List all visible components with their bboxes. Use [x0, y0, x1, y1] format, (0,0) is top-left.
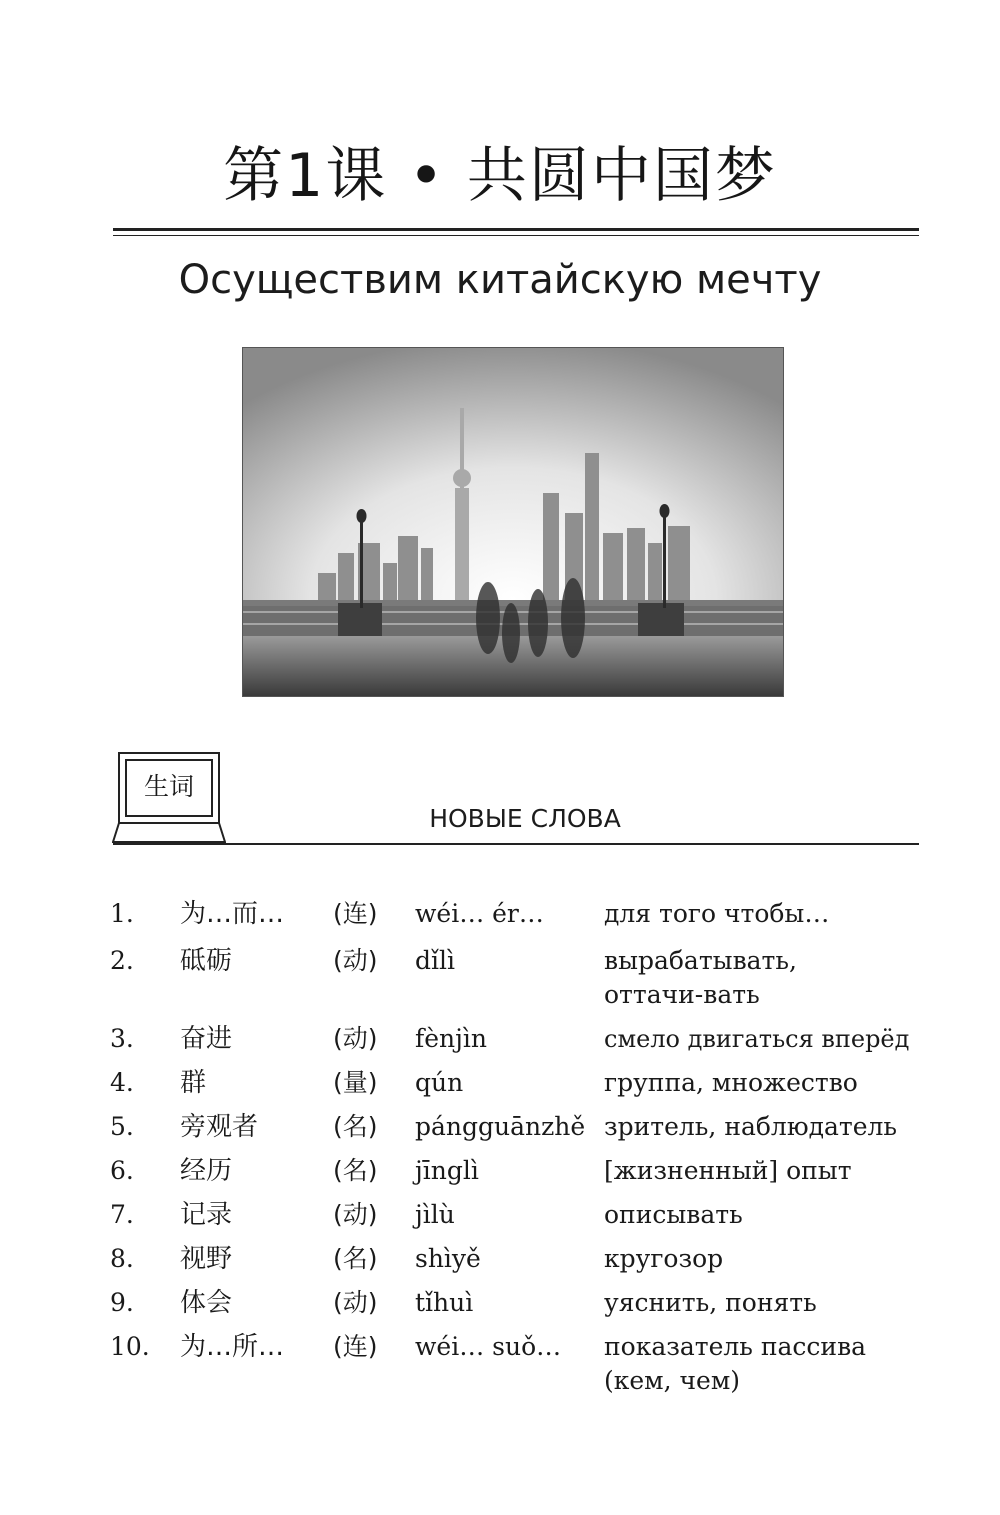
item-pos: (动) [333, 946, 378, 975]
item-pos: (动) [333, 1288, 378, 1317]
item-number: 1. [110, 899, 134, 928]
item-word: 奋进 [180, 1024, 233, 1054]
list-item [0, 1154, 1000, 1198]
item-pinyin: jìlù [415, 1200, 455, 1229]
item-word: 群 [180, 1068, 207, 1098]
item-number: 9. [110, 1288, 134, 1317]
item-pos: (动) [333, 1200, 378, 1229]
item-number: 2. [110, 946, 134, 975]
item-translation: уяснить, понять [604, 1288, 817, 1317]
item-translation: зритель, наблюдатель [604, 1112, 897, 1141]
item-number: 7. [110, 1200, 134, 1229]
item-pos: (名) [333, 1244, 378, 1273]
section-icon-label: 生词 [143, 772, 194, 801]
title-rule-top [113, 228, 919, 231]
item-translation: смело двигаться вперёд [604, 1025, 910, 1053]
item-word: 记录 [180, 1200, 233, 1230]
item-number: 4. [110, 1068, 134, 1097]
item-word: 旁观者 [180, 1112, 259, 1142]
item-word: 砥砺 [180, 946, 233, 976]
item-pos: (动) [333, 1024, 378, 1053]
item-translation: группа, множество [604, 1068, 858, 1097]
list-item [0, 1330, 1000, 1408]
item-pinyin: wéi… suǒ… [415, 1332, 562, 1361]
item-number: 8. [110, 1244, 134, 1273]
item-word: 经历 [180, 1156, 233, 1186]
title-rule-bottom [113, 235, 919, 236]
list-item [0, 1242, 1000, 1286]
item-number: 5. [110, 1112, 134, 1141]
item-pinyin: dǐlì [415, 946, 455, 975]
item-pos: (连) [333, 899, 378, 928]
shanghai-skyline-photo [242, 347, 784, 697]
item-pos: (名) [333, 1156, 378, 1185]
list-item [0, 897, 1000, 944]
lesson-subtitle: Осуществим китайскую мечту [178, 257, 822, 303]
item-translation: кругозор [604, 1244, 724, 1273]
section-rule [113, 843, 919, 845]
item-pinyin: qún [415, 1068, 464, 1097]
item-word: 为…所… [180, 1332, 285, 1362]
item-pinyin: tǐhuì [415, 1288, 474, 1317]
item-word: 体会 [180, 1288, 233, 1318]
item-pinyin: shìyě [415, 1244, 481, 1273]
item-pinyin: pángguānzhě [415, 1112, 586, 1141]
lesson-title: 第1课 • 共圆中国梦 [223, 141, 777, 211]
item-pinyin: jīnglì [415, 1156, 479, 1185]
list-item [0, 1066, 1000, 1110]
list-item [0, 1022, 1000, 1066]
list-item [0, 944, 1000, 1022]
item-translation: вырабатывать, оттачи-вать [604, 946, 797, 1009]
item-translation: описывать [604, 1200, 743, 1229]
item-word: 视野 [180, 1244, 233, 1274]
section-heading: НОВЫЕ СЛОВА [429, 804, 621, 833]
item-translation: [жизненный] опыт [604, 1156, 852, 1185]
vocabulary-list [0, 897, 1000, 1408]
item-number: 10. [110, 1332, 150, 1361]
item-translation: показатель пассива (кем, чем) [604, 1332, 867, 1395]
item-pinyin: fènjìn [415, 1024, 487, 1053]
item-number: 3. [110, 1024, 134, 1053]
item-pos: (名) [333, 1112, 378, 1141]
item-word: 为…而… [180, 899, 285, 929]
item-number: 6. [110, 1156, 134, 1185]
item-pos: (量) [333, 1068, 378, 1097]
item-translation: для того чтобы… [604, 899, 830, 928]
list-item [0, 1110, 1000, 1154]
item-pinyin: wéi… ér… [415, 899, 544, 928]
list-item [0, 1286, 1000, 1330]
list-item [0, 1198, 1000, 1242]
item-pos: (连) [333, 1332, 378, 1361]
